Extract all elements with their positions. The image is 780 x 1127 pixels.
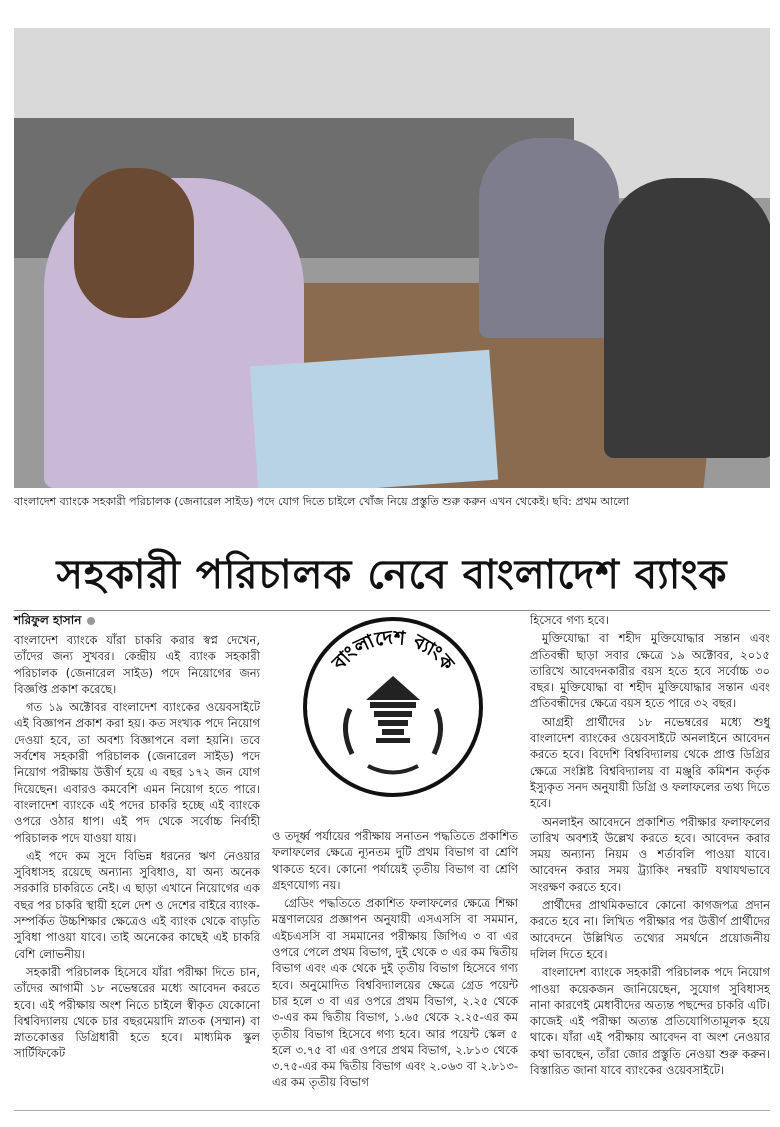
col1-para-1: বাংলাদেশ ব্যাংকে যাঁরা চাকরি করার স্বপ্ন দেখেন, তাঁদের জন্য সুখবর। কেন্দ্রীয় এই ব্যাংক সহকারী পরিচালক (জেনারেল সাইড) পদে নিয়োগের জন্য বিজ্ঞপ্তি প্রকাশ করেছে। xyxy=(14,633,260,696)
col1-para-2: গত ১৯ অক্টোবর বাংলাদেশ ব্যাংকের ওয়েবসাইটে এই বিজ্ঞাপন প্রকাশ করা হয়। কত সংখ্যক পদে নিয়োগ দেওয়া হবে, তা অবশ্য বিজ্ঞাপনে বলা হয়নি। তবে সর্বশেষ সহকারী পরিচালক (জেনারেল সাইড) পদে নিয়োগ পরীক্ষায় উত্তীর্ণ হয়ে এ বছর ১৭২ জন যোগ দিয়েছেন। এবারও কমবেশি এমন নিয়োগ হতে পারে। বাংলাদেশ ব্যাংকে এই পদের চাকরি হচ্ছে এই ব্যাংকে ওপরে ওঠার ধাপ। এই পদ থেকে সর্বোচ্চ নির্বাহী পরিচালক পদে যাওয়া যায়। xyxy=(14,700,260,845)
news-photo xyxy=(14,28,770,488)
col1-para-3: এই পদে কম সুদে বিভিন্ন ধরনের ঋণ নেওয়ার সুবিধাসহ রয়েছে অন্যান্য সুবিধাও, যা অন্য অনেক সরকারি চাকরিতে নেই। এ ছাড়া এখানে নিয়োগের এক বছর পর চাকরি স্থায়ী হলে দেশ ও দেশের বাইরে ব্যাংক-সম্পর্কিত উচ্চশিক্ষার ক্ষেত্রেও এই ব্যাংক থেকে বাড়তি সুবিধা পাওয়া যাবে। তাই অনেকের কাছেই এই চাকরি বেশি লোভনীয়। xyxy=(14,848,260,961)
col3-para-5: প্রার্থীদের প্রাথমিকভাবে কোনো কাগজপত্র প্রদান করতে হবে না। লিখিত পরীক্ষার পর উত্তীর্ণ প্রার্থীদের আবেদনে উল্লিখিত তথ্যের সমর্থনে প্রয়োজনীয় দলিল দিতে হবে। xyxy=(530,898,770,961)
photo-candidate-striped-shirt xyxy=(479,138,619,338)
photo-candidate-dark-jacket xyxy=(604,178,770,458)
photo-officer-head xyxy=(74,168,194,318)
page-bottom-rule xyxy=(14,1110,770,1111)
col3-para-6: বাংলাদেশ ব্যাংকে সহকারী পরিচালক পদে নিয়োগ পাওয়া কয়েকজন জানিয়েছেন, সুযোগ সুবিধাসহ নানা কারণেই মেধাবীদের অত্যন্ত পছন্দের চাকরি এটি। কাজেই এই পরীক্ষা অত্যন্ত প্রতিযোগিতামূলক হয়ে থাকে। যাঁরা এই পরীক্ষায় আবেদন বা অংশ নেওয়ার কথা ভাবছেন, তাঁরা জোর প্রস্তুতি নেওয়া শুরু করুন। বিস্তারিত জানা যাবে ব্যাংকের ওয়েবসাইটে। xyxy=(530,965,770,1078)
col3-para-4: অনলাইন আবেদনে প্রকাশিত পরীক্ষার ফলাফলের তারিখ অবশ্যই উল্লেখ করতে হবে। আবেদন করার সময় অন্যান্য নিয়ম ও শর্তাবলি পাওয়া যাবে। আবেদন করার সময় ট্র্যাকিং নম্বরটি যথাযথভাবে সংরক্ষণ করতে হবে। xyxy=(530,814,770,894)
headline: সহকারী পরিচালক নেবে বাংলাদেশ ব্যাংক xyxy=(56,551,728,598)
article-column-1 xyxy=(14,632,260,1064)
article-column-2 xyxy=(272,828,518,1093)
author-name: শরিফুল হাসান xyxy=(14,613,82,627)
byline-dot-icon xyxy=(87,617,95,625)
col2-para-1: ও তদূর্ধ্ব পর্যায়ের পরীক্ষায় সনাতন পদ্ধতিতে প্রকাশিত ফলাফলের ক্ষেত্রে ন্যূনতম দুটি প্রথম বিভাগ বা শ্রেণি থাকতে হবে। কোনো পর্যায়েই তৃতীয় বিভাগ বা শ্রেণি গ্রহণযোগ্য নয়। xyxy=(272,829,518,892)
photo-caption: বাংলাদেশ ব্যাংকে সহকারী পরিচালক (জেনারেল সাইড) পদে যোগ দিতে চাইলে খোঁজ নিয়ে প্রস্তুতি শুরু করুন এখন থেকেই। ছবি: প্রথম আলো xyxy=(14,495,629,508)
photo-papers xyxy=(250,350,498,488)
bangladesh-bank-logo xyxy=(300,614,486,800)
col1-para-4: সহকারী পরিচালক হিসেবে যাঁরা পরীক্ষা দিতে চান, তাঁদের আগামী ১৮ নভেম্বরের মধ্যে আবেদন করতে হবে। এই পরীক্ষায় অংশ নিতে চাইলে স্বীকৃত যেকোনো বিশ্ববিদ্যালয় থেকে চার বছরমেয়াদি স্নাতক (সম্মান) বা স্নাতকোত্তর ডিগ্রিধারী হতে হবে। মাধ্যমিক স্কুল সার্টিফিকেট xyxy=(14,964,260,1061)
article-column-3 xyxy=(530,612,770,1080)
headline-rule xyxy=(14,610,770,611)
col2-para-2: গ্রেডিং পদ্ধতিতে প্রকাশিত ফলাফলের ক্ষেত্রে শিক্ষা মন্ত্রণালয়ের প্রজ্ঞাপন অনুযায়ী এসএসসি বা সমমান, এইচএসসি বা সমমানের পরীক্ষায় জিপিএ ৩ বা এর ওপরে পেলে প্রথম বিভাগ, দুই থেকে ৩ এর কম দ্বিতীয় বিভাগ এবং এক থেকে দুই তৃতীয় বিভাগ হিসেবে গণ্য হবে। অনুমোদিত বিশ্ববিদ্যালয়ের ক্ষেত্রে গ্রেড পয়েন্ট চার হলে ৩ বা এর ওপরে প্রথম বিভাগ, ২.২৫ থেকে ৩-এর কম দ্বিতীয় বিভাগ, ১.৬৫ থেকে ২.২৫-এর কম তৃতীয় বিভাগ হিসেবে গণ্য হবে। আর পয়েন্ট স্কেল ৫ হলে ৩.৭৫ বা এর ওপরে প্রথম বিভাগ, ২.৮১৩ থেকে ৩.৭৫-এর কম দ্বিতীয় বিভাগ এবং ২.০৬৩ বা ২.৮১৩-এর কম তৃতীয় বিভাগ xyxy=(272,896,518,1090)
col3-para-3: আগ্রহী প্রার্থীদের ১৮ নভেম্বরের মধ্যে শুধু বাংলাদেশ ব্যাংকের ওয়েবসাইটে অনলাইনে আবেদন করতে হবে। বিদেশি বিশ্ববিদ্যালয় থেকে প্রাপ্ত ডিগ্রির ক্ষেত্রে সংশ্লিষ্ট বিশ্ববিদ্যালয় বা মঞ্জুরি কমিশন কর্তৃক ইস্যুকৃত সনদ অনুযায়ী ডিগ্রি ও ফলাফলের তথ্য দিতে হবে। xyxy=(530,714,770,811)
logo-text: বাংলাদেশ ব্যাংক xyxy=(328,626,459,675)
byline xyxy=(14,612,95,632)
col3-para-1: হিসেবে গণ্য হবে। xyxy=(530,613,609,627)
col3-para-2: মুক্তিযোদ্ধা বা শহীদ মুক্তিযোদ্ধার সন্তান এবং প্রতিবন্ধী ছাড়া সবার ক্ষেত্রে ১৯ অক্টোবর, ২০১৫ তারিখে আবেদনকারীর বয়স হতে হবে সর্বোচ্চ ৩০ বছর। মুক্তিযোদ্ধা বা শহীদ মুক্তিযোদ্ধার সন্তান এবং প্রতিবন্ধীদের ক্ষেত্রে বয়স হতে পারে ৩২ বছর। xyxy=(530,631,770,711)
